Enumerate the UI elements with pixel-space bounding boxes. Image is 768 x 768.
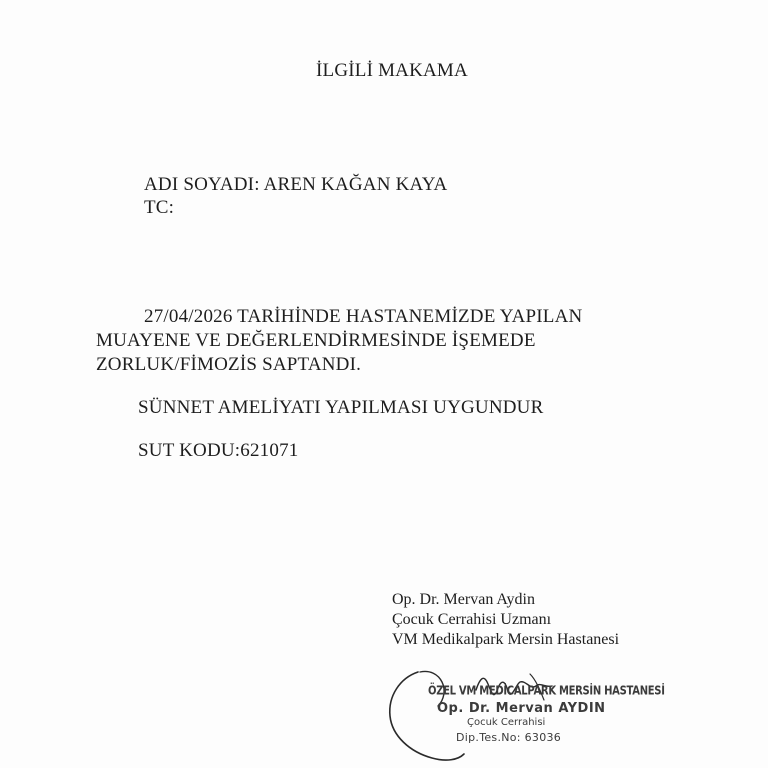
stamp-diploma: Dip.Tes.No: 63036 <box>456 731 562 744</box>
stamp-doctor: Op. Dr. Mervan AYDIN <box>437 701 606 716</box>
sut-code: SUT KODU:621071 <box>138 440 299 461</box>
stamp-institution: ÖZEL VM MEDİCALPARK MERSİN HASTANESİ <box>428 684 665 699</box>
suitability-statement: SÜNNET AMELİYATI YAPILMASI UYGUNDUR <box>138 397 544 418</box>
hospital-name: VM Medikalpark Mersin Hastanesi <box>392 631 620 648</box>
body-line-2: MUAYENE VE DEĞERLENDİRMESİNDE İŞEMEDE <box>96 330 536 351</box>
stamp-department: Çocuk Cerrahisi <box>467 717 546 728</box>
doctor-title: Çocuk Cerrahisi Uzmanı <box>392 611 552 628</box>
doctor-name: Op. Dr. Mervan Aydin <box>392 591 535 608</box>
body-line-1: 27/04/2026 TARİHİNDE HASTANEMİZDE YAPILAN <box>144 306 583 327</box>
document-heading: İLGİLİ MAKAMA <box>316 60 468 81</box>
body-line-3: ZORLUK/FİMOZİS SAPTANDI. <box>96 354 362 375</box>
patient-tc-line: TC: <box>144 197 175 218</box>
patient-name-line: ADI SOYADI: AREN KAĞAN KAYA <box>144 174 448 195</box>
